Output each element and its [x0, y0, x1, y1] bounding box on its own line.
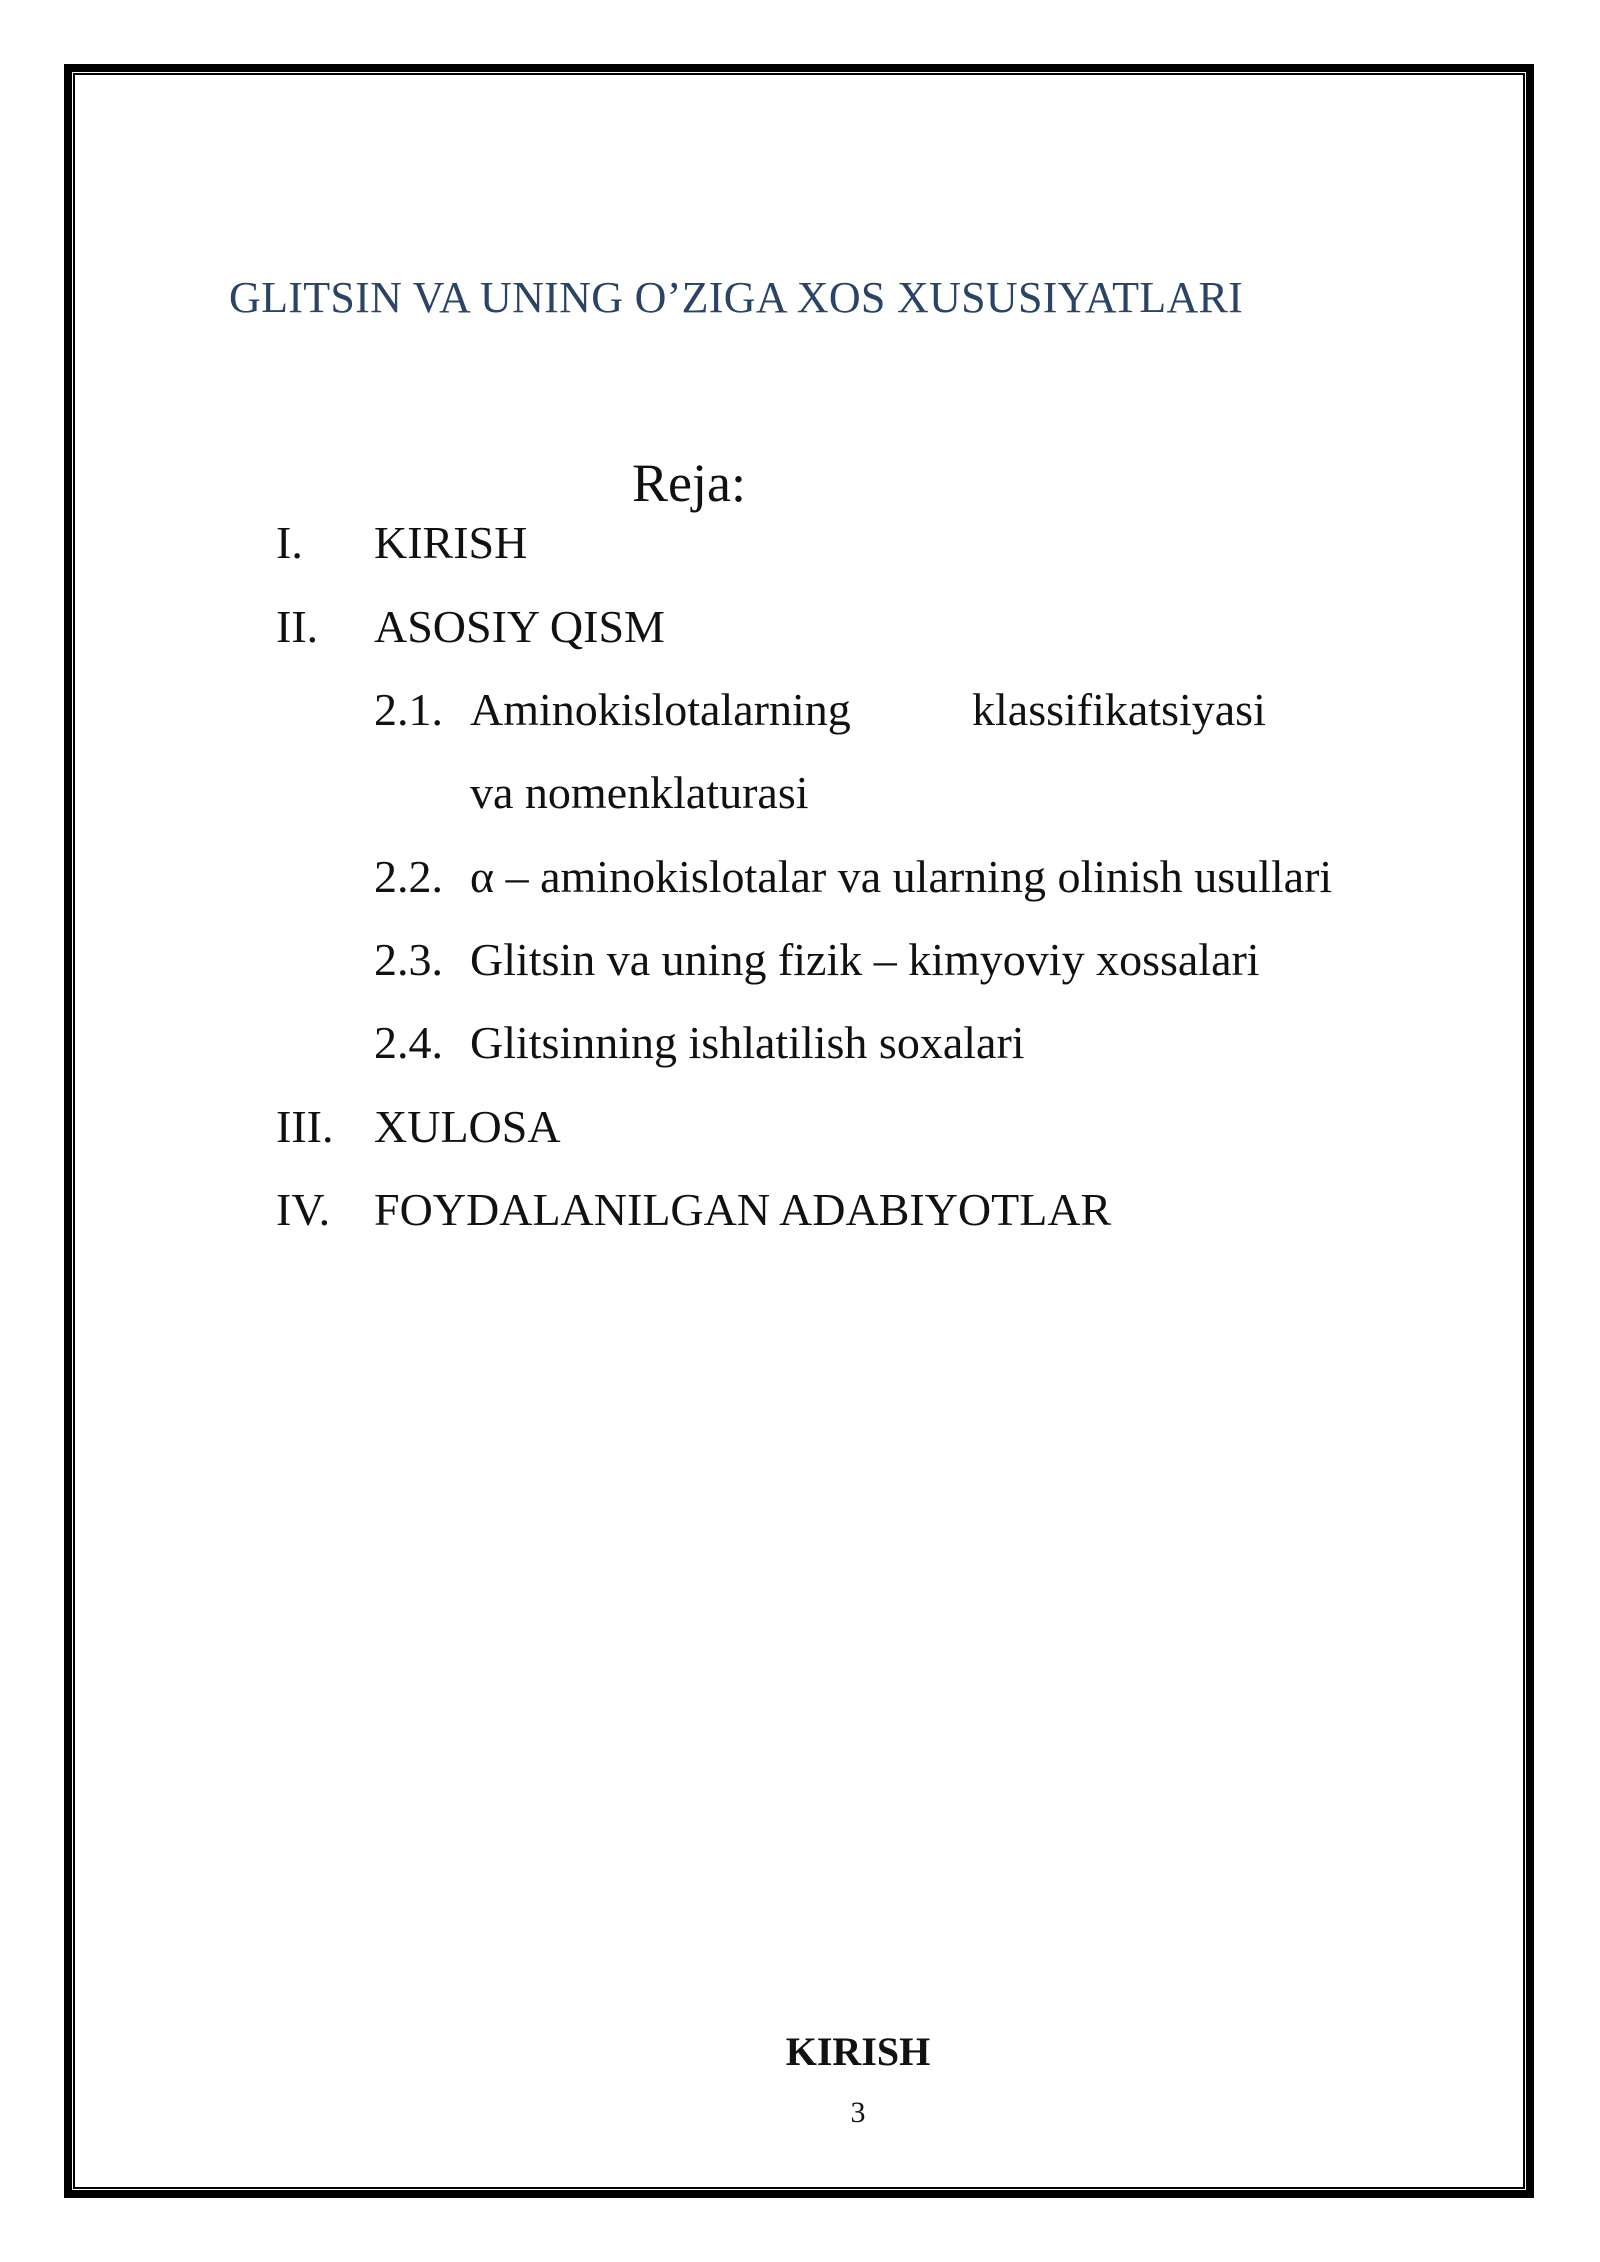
document-title: GLITSIN VA UNING O’ZIGA XOS XUSUSIYATLARI [229, 273, 1244, 322]
outline-item-2-1-right: klassifikatsiyasi [972, 684, 1266, 735]
outline-item-xulosa: XULOSA [374, 1101, 561, 1152]
outline-number-2: II. [276, 601, 319, 652]
outline-item-2-3: Glitsin va uning fizik – kimyoviy xossalari [470, 934, 1260, 985]
outline-number-2-4: 2.4. [374, 1017, 443, 1068]
outline-number-2-1: 2.1. [374, 684, 443, 735]
outline-item-adabiyotlar: FOYDALANILGAN ADABIYOTLAR [374, 1184, 1112, 1235]
outline-number-2-3: 2.3. [374, 934, 443, 985]
section-heading-kirish: KIRISH [785, 2029, 931, 2074]
outline-item-2-4: Glitsinning ishlatilish soxalari [470, 1017, 1025, 1068]
outline-number-3: III. [276, 1101, 334, 1152]
page-number: 3 [850, 2096, 866, 2129]
outline-item-2-1: Aminokislotalarning [470, 684, 851, 735]
outline-item-asosiy-qism: ASOSIY QISM [374, 601, 665, 652]
outline-item-kirish: KIRISH [374, 517, 528, 568]
outline-item-2-1-continuation: va nomenklaturasi [470, 767, 809, 818]
outline-number-4: IV. [276, 1184, 331, 1235]
outline-number-2-2: 2.2. [374, 851, 443, 902]
plan-heading: Reja: [632, 453, 746, 513]
outline-item-2-2: α – aminokislotalar va ularning olinish usullari [470, 851, 1333, 902]
outline-number-1: I. [276, 517, 303, 568]
